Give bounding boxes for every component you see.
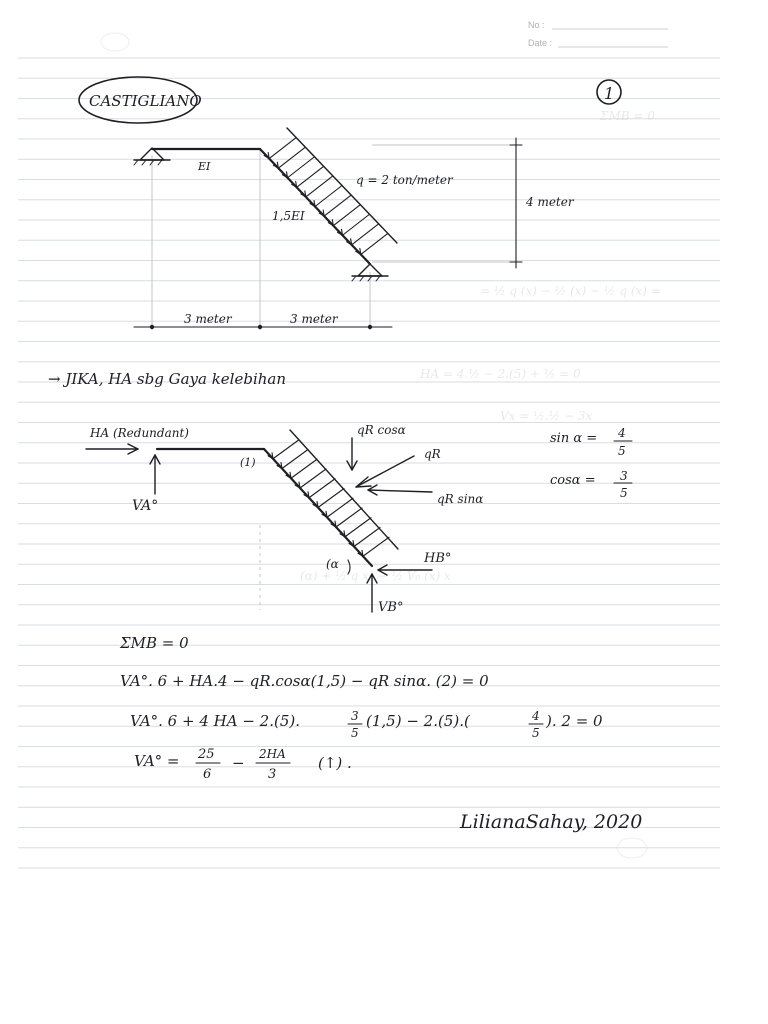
load-arrow	[318, 489, 344, 508]
sin-numerator: 4	[618, 426, 626, 440]
load-arrow	[291, 459, 317, 478]
qr-arrow	[356, 456, 414, 487]
beam-ei-label: EI	[198, 160, 211, 173]
load-arrow	[361, 233, 388, 254]
equation-2-frac1-num: 3	[351, 709, 359, 723]
load-arrow	[363, 537, 389, 556]
ha-label: HA (Redundant)	[90, 426, 189, 440]
page-header	[528, 20, 668, 48]
equation-sum-mb: ΣMB = 0	[120, 634, 189, 652]
date-label: Date :	[528, 38, 553, 48]
equation-2-frac2-num: 4	[532, 709, 540, 723]
title-block	[79, 77, 202, 123]
span-right-label: 3 meter	[290, 312, 338, 326]
svg-text:Vx = ½.½ − 3x: Vx = ½.½ − 3x	[500, 409, 593, 423]
svg-text:= ½ q (x) − ½ (x) − ½ q (x) =: = ½ q (x) − ½ (x) − ½ q (x) =	[480, 284, 661, 298]
equation-3-direction: (↑) .	[318, 754, 352, 772]
structure-diagram	[134, 128, 575, 330]
load-arrow	[324, 195, 351, 216]
equation-2-frac1-den: 5	[351, 726, 359, 740]
sin-denominator: 5	[618, 444, 626, 458]
page-number-block	[597, 80, 621, 104]
load-arrow	[269, 138, 296, 159]
load-arrow	[300, 469, 326, 488]
qr-sin-label: qR sinα	[437, 492, 484, 506]
span-left-label: 3 meter	[184, 312, 232, 326]
load-arrow	[333, 205, 360, 226]
sin-lhs: sin α =	[550, 431, 598, 446]
qr-label: qR	[424, 447, 441, 461]
equation-3-lhs: VA° =	[134, 752, 180, 770]
load-arrow	[309, 479, 335, 498]
qr-cos-label: qR cosα	[357, 423, 406, 437]
load-arrow	[288, 157, 315, 178]
hb-label: HB°	[424, 551, 452, 566]
free-body-diagram	[86, 423, 483, 615]
author-signature: LilianaSahay, 2020	[460, 811, 643, 833]
load-arrow	[282, 450, 308, 469]
load-arrow	[345, 518, 371, 537]
svg-text:ΣMB = 0: ΣMB = 0	[600, 109, 655, 123]
svg-text:HA = 4.½ − 2.(5) + ½ = 0: HA = 4.½ − 2.(5) + ½ = 0	[420, 367, 581, 381]
cos-numerator: 3	[620, 469, 628, 483]
equation-3-frac1-den: 6	[203, 767, 212, 782]
node-label: (1)	[240, 456, 256, 469]
page-number: 1	[604, 84, 615, 103]
page-title: CASTIGLIANO	[89, 92, 202, 110]
load-arrow	[327, 498, 353, 517]
equations	[119, 634, 603, 782]
equation-2-part-a: VA°. 6 + 4 HA − 2.(5).	[130, 712, 300, 730]
equation-2-part-b: (1,5) − 2.(5).(	[366, 712, 470, 730]
load-arrow	[352, 224, 379, 245]
load-arrow	[278, 147, 305, 168]
qr-sin-arrow	[368, 490, 432, 492]
no-label: No :	[528, 20, 545, 30]
load-intensity-label: q = 2 ton/meter	[356, 173, 453, 187]
cos-lhs: cosα =	[550, 473, 596, 488]
equation-2-part-c: ). 2 = 0	[546, 712, 603, 730]
distributed-load-arrows	[264, 138, 388, 255]
load-arrow	[343, 214, 370, 235]
load-arrow	[297, 166, 324, 187]
equation-2-frac2-den: 5	[532, 726, 540, 740]
equation-1: VA°. 6 + HA.4 − qR.cosα(1,5) − qR sinα. (2) = 0	[120, 672, 489, 690]
height-label: 4 meter	[526, 195, 574, 209]
equation-3-minus: −	[232, 754, 245, 772]
load-arrow	[315, 186, 342, 207]
alpha-label: (α	[326, 557, 339, 571]
equation-3-frac1-num: 25	[198, 747, 215, 762]
cos-denominator: 5	[620, 486, 628, 500]
assumption-text: → JIKA, HA sbg Gaya kelebihan	[48, 370, 287, 388]
svg-text:(α) + ½ q x² − ½ V₀ (x) x: (α) + ½ q x² − ½ V₀ (x) x	[300, 569, 451, 583]
fbd-distributed-load-arrows	[268, 440, 389, 557]
equation-3-frac2-num: 2HA	[259, 747, 286, 761]
inclined-ei-label: 1,5EI	[272, 209, 305, 223]
vb-label: VB°	[378, 600, 404, 615]
equation-3-frac2-den: 3	[268, 767, 277, 782]
va-label: VA°	[132, 498, 159, 514]
